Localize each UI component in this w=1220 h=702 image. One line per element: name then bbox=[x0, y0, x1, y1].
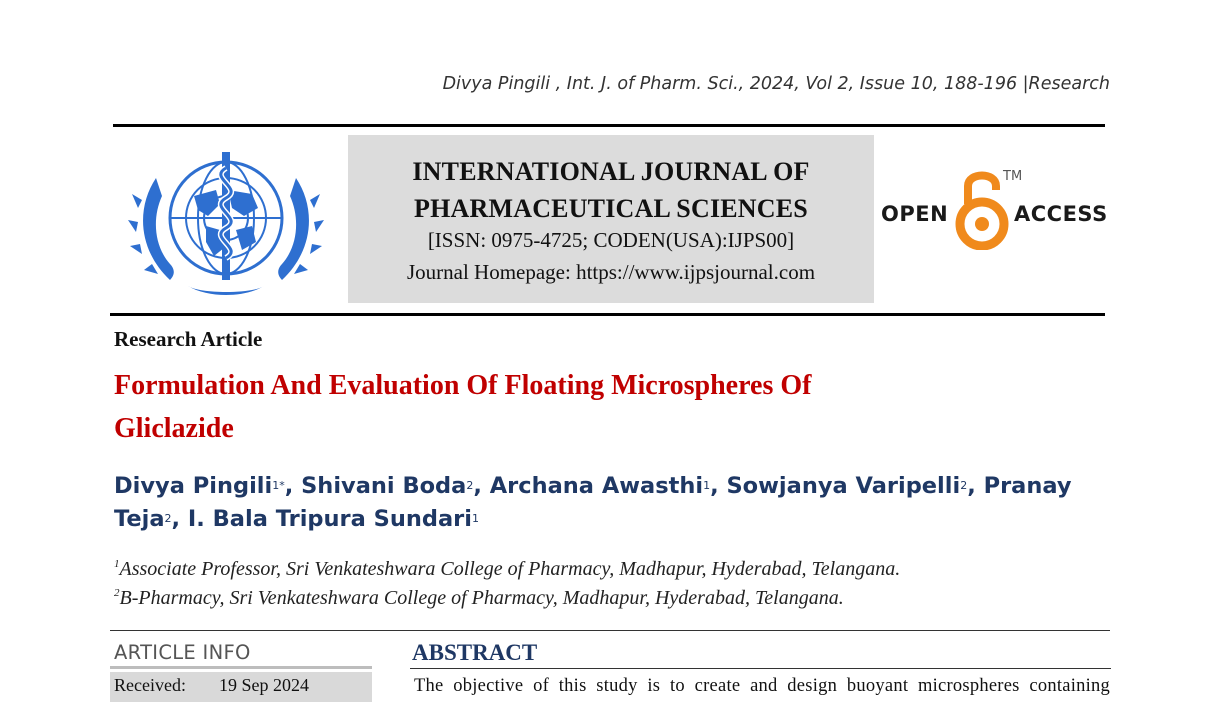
article-type: Research Article bbox=[114, 327, 263, 351]
affiliation-1 bbox=[114, 558, 900, 581]
journal-name bbox=[348, 153, 874, 227]
abstract-underline bbox=[410, 668, 1111, 669]
author-affiliation-marker: 1* bbox=[272, 479, 285, 492]
open-access-open-label: OPEN bbox=[881, 202, 949, 226]
header-rule-bottom bbox=[110, 313, 1105, 316]
author-name: Pranay Teja bbox=[114, 473, 1072, 532]
affiliation-2 bbox=[114, 587, 844, 610]
author-name: Sowjanya Varipelli bbox=[726, 473, 961, 499]
journal-info-box bbox=[348, 135, 874, 303]
open-access-lock-icon bbox=[954, 166, 1010, 250]
author-name: Divya Pingili bbox=[114, 473, 273, 499]
author-affiliation-marker: 1 bbox=[471, 512, 479, 525]
trademark-label: TM bbox=[1003, 169, 1023, 184]
affiliation-text: B-Pharmacy, Sri Venkateshwara College of Pharmacy, Madhapur, Hyderabad, Telangana. bbox=[119, 587, 844, 609]
section-divider bbox=[110, 630, 1110, 631]
journal-issn: [ISSN: 0975-4725; CODEN(USA):IJPS00] bbox=[427, 228, 795, 252]
author bbox=[114, 473, 285, 499]
running-header: Divya Pingili , Int. J. of Pharm. Sci., 2024, Vol 2, Issue 10, 188-196 |Research bbox=[442, 74, 1110, 94]
author-list: Divya Pingili$^{1*}$, Shivani Boda$^2$, Archana Awasthi$^1$, Sowjanya Varipelli$^2$, Pranay Teja$^2$, I. Bala Tripura Sundari$^1$ bbox=[114, 473, 1072, 532]
author bbox=[490, 473, 710, 499]
article-title-line1: Formulation And Evaluation Of Floating Microspheres Of bbox=[114, 370, 812, 401]
who-emblem-icon bbox=[128, 138, 324, 304]
author bbox=[301, 473, 473, 499]
journal-name-line2: PHARMACEUTICAL SCIENCES bbox=[414, 194, 808, 223]
received-label: Received: bbox=[114, 675, 186, 695]
author-affiliation-marker: 1 bbox=[703, 479, 711, 492]
affiliation-text: Associate Professor, Sri Venkateshwara College of Pharmacy, Madhapur, Hyderabad, Telangana. bbox=[119, 558, 901, 580]
affiliation-marker: 1 bbox=[114, 558, 120, 570]
author-name: I. Bala Tripura Sundari bbox=[187, 506, 472, 532]
abstract-text: The objective of this study is to create and design buoyant microspheres containing bbox=[414, 676, 1110, 696]
author bbox=[188, 506, 479, 532]
article-title-line2: Gliclazide bbox=[114, 413, 234, 444]
author-name: Archana Awasthi bbox=[489, 473, 704, 499]
received-date: 19 Sep 2024 bbox=[219, 675, 309, 695]
open-access-access-label: ACCESS bbox=[1014, 202, 1108, 226]
article-title bbox=[114, 364, 1014, 450]
abstract-heading: ABSTRACT bbox=[412, 640, 538, 665]
author-affiliation-marker: 2 bbox=[164, 512, 172, 525]
header-rule-top bbox=[113, 124, 1105, 127]
article-info-underline bbox=[110, 666, 372, 669]
journal-homepage[interactable]: Journal Homepage: https://www.ijpsjournal.com bbox=[406, 260, 816, 284]
journal-name-line1: INTERNATIONAL JOURNAL OF bbox=[412, 157, 810, 186]
affiliation-marker: 2 bbox=[114, 587, 120, 599]
article-info-heading: ARTICLE INFO bbox=[114, 641, 251, 664]
author-affiliation-marker: 2 bbox=[960, 479, 968, 492]
author-affiliation-marker: 2 bbox=[466, 479, 474, 492]
author-name: Shivani Boda bbox=[301, 473, 467, 499]
received-row bbox=[110, 672, 372, 702]
author bbox=[726, 473, 967, 499]
